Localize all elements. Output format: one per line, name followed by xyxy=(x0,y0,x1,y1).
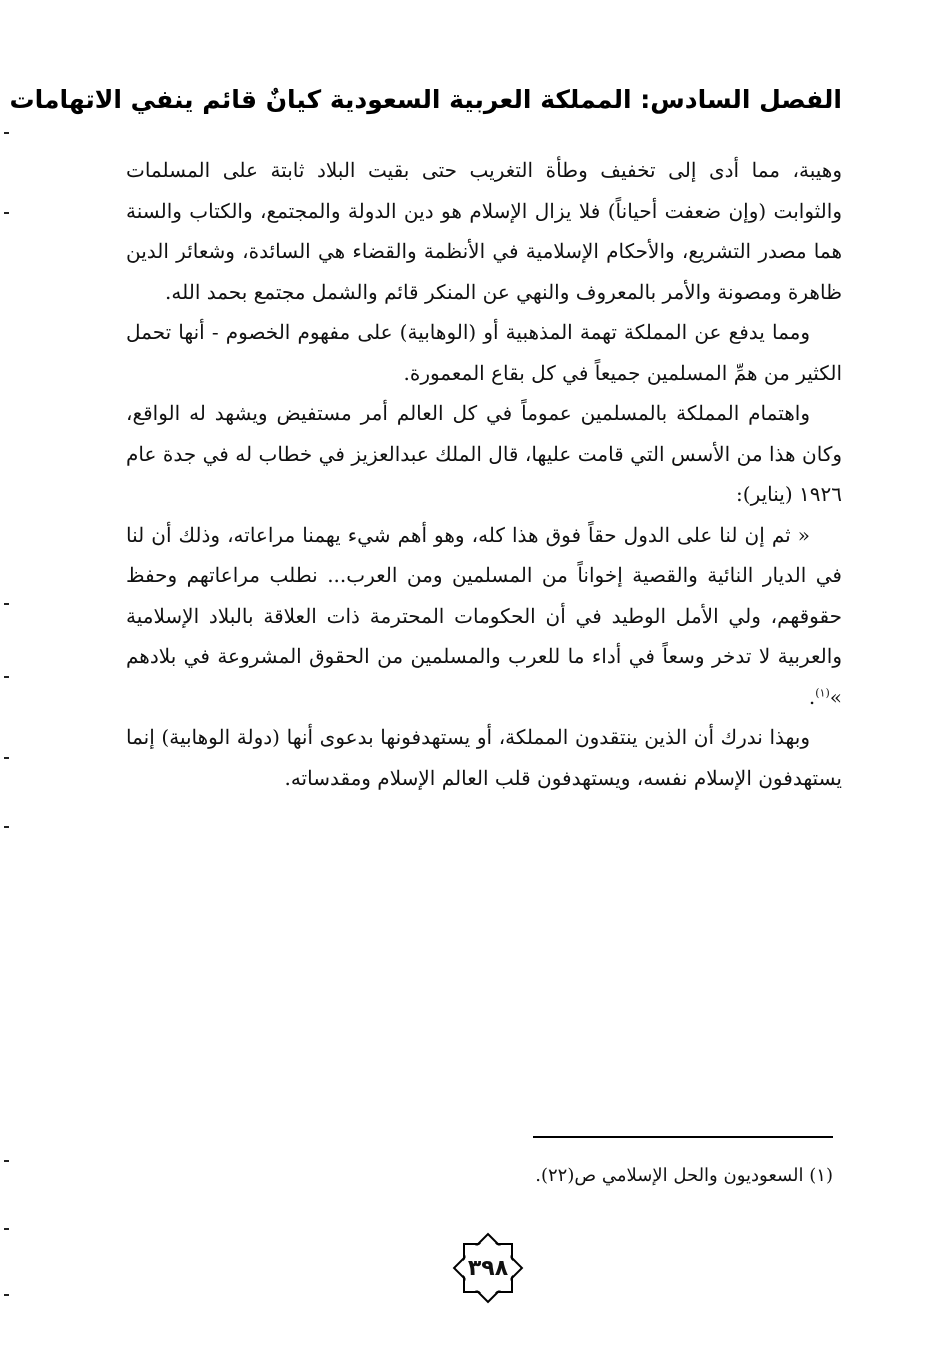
margin-mark xyxy=(4,212,9,214)
margin-mark xyxy=(4,1228,9,1230)
margin-mark xyxy=(4,132,9,134)
page-header xyxy=(9,76,842,122)
quote-text: « ثم إن لنا على الدول حقاً فوق هذا كله، وهو أهم شيء يهمنا مراعاته، وذلك أن لنا في الديار النائية والقصية إخواناً من المسلمين ومن العرب... نطلب مراعاتهم وحفظ حقوقهم، ولي الأمل الوطيد في أن الحكومات المحترمة ذات العلاقة بالبلاد الإسلامية والعربية لا تدخر وسعاً في أداء ما للعرب والمسلمين من الحقوق المشروعة في بلادهم » xyxy=(126,522,842,709)
paragraph-3: واهتمام المملكة بالمسلمين عموماً في كل العالم أمر مستفيض ويشهد له الواقع، وكان هذا من الأسس التي قامت عليها، قال الملك عبدالعزيز في خطاب له في جدة عام ١٩٢٦ (يناير): xyxy=(126,401,842,506)
body-text xyxy=(126,150,842,798)
margin-mark xyxy=(4,1160,9,1162)
margin-mark xyxy=(4,757,9,759)
margin-mark xyxy=(4,676,9,678)
margin-mark xyxy=(4,826,9,828)
margin-mark xyxy=(4,1294,9,1296)
footnote: (١) السعوديون والحل الإسلامي ص(٢٢). xyxy=(535,1165,833,1186)
margin-mark xyxy=(4,603,9,605)
quote-paragraph: « ثم إن لنا على الدول حقاً فوق هذا كله، وهو أهم شيء يهمنا مراعاته، وذلك أن لنا في الديار النائية والقصية إخواناً من المسلمين ومن العرب... نطلب مراعاتهم وحفظ حقوقهم، ولي الأمل الوطيد في أن الحكومات المحترمة ذات العلاقة بالبلاد الإسلامية والعربية لا تدخر وسعاً في أداء ما للعرب والمسلمين من الحقوق المشروعة في بلادهم »$^{(١)}$. xyxy=(126,522,842,709)
paragraph-1: وهيبة، مما أدى إلى تخفيف وطأة التغريب حتى بقيت البلاد ثابتة على المسلمات والثوابت (وإن ضعفت أحياناً) فلا يزال الإسلام هو دين الدولة والمجتمع، والكتاب والسنة هما مصدر التشريع، والأحكام الإسلامية في الأنظمة والقضاء هي السائدة، وشعائر الدين ظاهرة ومصونة والأمر بالمعروف والنهي عن المنكر قائم والشمل مجتمع بحمد الله. xyxy=(126,158,842,304)
page-number-ornament xyxy=(450,1230,526,1306)
closing-paragraph: وبهذا ندرك أن الذين ينتقدون المملكة، أو يستهدفونها بدعوى أنها (دولة الوهابية) إنما يستهدفون الإسلام نفسه، ويستهدفون قلب العالم الإسلام ومقدساته. xyxy=(126,725,842,790)
page-number: ٣٩٨ xyxy=(467,1255,509,1281)
paragraph-2: ومما يدفع عن المملكة تهمة المذهبية أو (الوهابية) على مفهوم الخصوم - أنها تحمل الكثير من همِّ المسلمين جميعاً في كل بقاع المعمورة. xyxy=(126,320,842,385)
footnote-rule xyxy=(533,1136,833,1138)
chapter-title: الفصل السادس: المملكة العربية السعودية كيانٌ قائم ينفي الاتهامات xyxy=(9,84,842,114)
footnote-ref: (١) xyxy=(815,685,830,699)
